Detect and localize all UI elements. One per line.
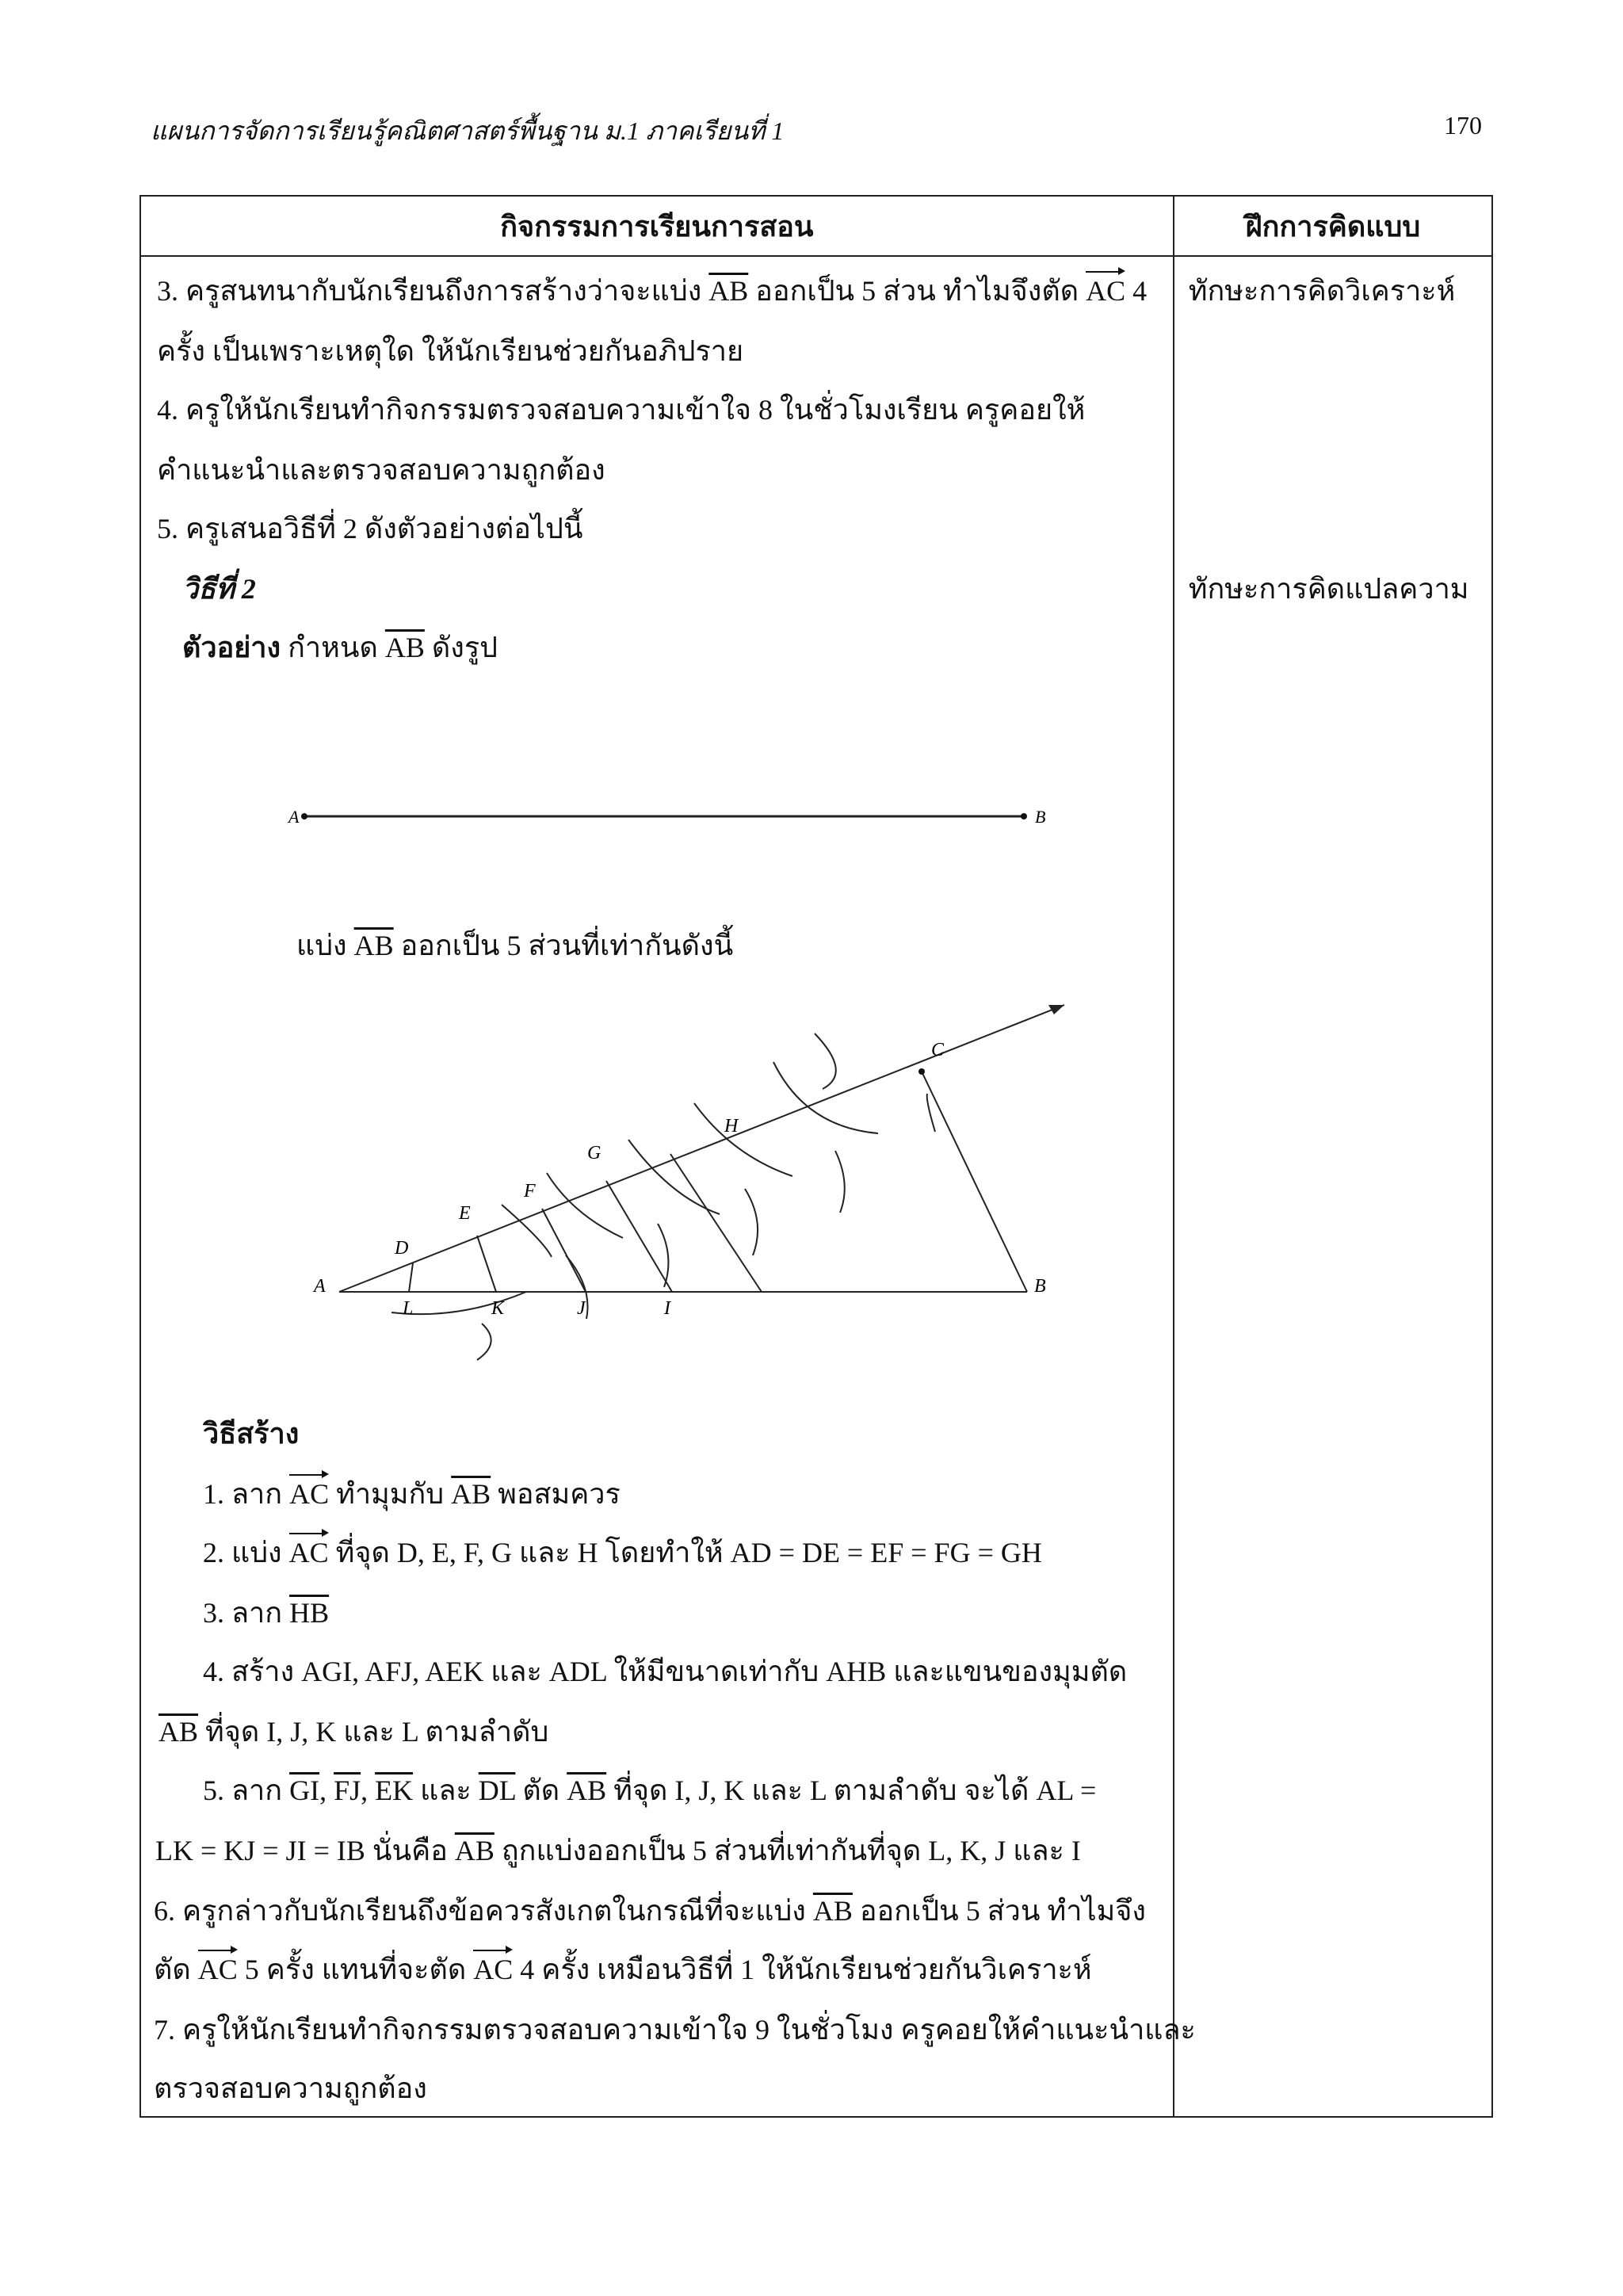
step-3-line-2: ครั้ง เป็นเพราะเหตุใด ให้นักเรียนช่วยกันอภิปราย bbox=[157, 335, 744, 367]
page-number: 170 bbox=[1444, 111, 1482, 139]
divide-line: แบ่ง $\overline{AB}$ ออกเป็น 5 ส่วนที่เท่ากันดังนี้ bbox=[296, 930, 734, 961]
skills-cell bbox=[1174, 256, 1492, 2117]
step-7-line-1: 7. ครูให้นักเรียนทำกิจกรรมตรวจสอบความเข้าใจ 9 ในชั่วโมง ครูคอยให้คำแนะนำและ bbox=[154, 2014, 1196, 2046]
segment-ab: $\overline{AB}$ bbox=[353, 930, 394, 961]
header-skills: ฝึกการคิดแบบ bbox=[1174, 196, 1492, 256]
point-g-label: G bbox=[587, 1143, 601, 1163]
construction-step-5-line-1: 5. ลาก $\overline{GI}$, $\overline{FJ}$, $\overline{EK}$ และ $\overline{DL}$ ตัด $\overline{AB}$ ที่จุด I, J, K และ L ตามลำดับ จะได้ AL = bbox=[203, 1775, 1097, 1806]
step-3-line-1: 3. ครูสนทนากับนักเรียนถึงการสร้างว่าจะแบ่ง $\overline{AB}$ ออกเป็น 5 ส่วน ทำไมจึงตัด AC 4 bbox=[157, 275, 1148, 307]
page-header bbox=[151, 111, 1482, 159]
point-a-label: A bbox=[314, 1276, 326, 1297]
example-line: ตัวอย่าง กำหนด $\overline{AB}$ ดังรูป bbox=[182, 632, 498, 663]
step-4-line-2: คำแนะนำและตรวจสอบความถูกต้อง bbox=[157, 454, 605, 486]
segment-hb: $\overline{HB}$ bbox=[289, 1597, 330, 1629]
point-f-label: F bbox=[524, 1181, 536, 1201]
construction-step-4-line-2: $\overline{AB}$ ที่จุด I, J, K และ L ตามลำดับ bbox=[158, 1716, 549, 1748]
segment-ab: $\overline{AB}$ bbox=[158, 1716, 199, 1748]
skill-analytical: ทักษะการคิดวิเคราะห์ bbox=[1188, 275, 1456, 307]
construction-step-4-line-1: 4. สร้าง AGI, AFJ, AEK และ ADL ให้มีขนาดเท่ากับ AHB และแขนของมุมตัด bbox=[203, 1656, 1128, 1687]
ray-ac: AC bbox=[1086, 275, 1126, 307]
skill-interpretation: ทักษะการคิดแปลความ bbox=[1188, 573, 1469, 605]
construction-step-3: 3. ลาก $\overline{HB}$ bbox=[203, 1597, 330, 1629]
ray-ac: AC bbox=[288, 1537, 329, 1568]
construction-figure bbox=[292, 1018, 1084, 1382]
document-title: แผนการจัดการเรียนรู้คณิตศาสตร์พื้นฐาน ม.1 ภาคเรียนที่ 1 bbox=[151, 117, 785, 145]
method-heading: วิธีที่ 2 bbox=[182, 573, 256, 605]
segment-ab: $\overline{AB}$ bbox=[708, 275, 749, 307]
point-i-label: I bbox=[664, 1298, 670, 1319]
point-j-label: J bbox=[577, 1298, 586, 1319]
point-b-label: B bbox=[1034, 1276, 1046, 1297]
activities-cell bbox=[140, 256, 1196, 2117]
construction-step-1: 1. ลาก AC ทำมุมกับ $\overline{AB}$ พอสมควร bbox=[203, 1478, 621, 1510]
step-5: 5. ครูเสนอวิธีที่ 2 ดังตัวอย่างต่อไปนี้ bbox=[157, 513, 583, 544]
lesson-table bbox=[139, 195, 1493, 2118]
segment-ab: $\overline{AB}$ bbox=[451, 1478, 491, 1510]
step-7-line-2: ตรวจสอบความถูกต้อง bbox=[154, 2073, 427, 2104]
segment-ab: $\overline{AB}$ bbox=[812, 1895, 853, 1927]
header-activities: กิจกรรมการเรียนการสอน bbox=[140, 196, 1174, 256]
segment-ab-figure bbox=[288, 800, 1060, 832]
point-c-label: C bbox=[931, 1040, 945, 1060]
construction-step-2: 2. แบ่ง AC ที่จุด D, E, F, G และ H โดยทำให้ AD = DE = EF = FG = GH bbox=[203, 1537, 1042, 1568]
step-4-line-1: 4. ครูให้นักเรียนทำกิจกรรมตรวจสอบความเข้าใจ 8 ในชั่วโมงเรียน ครูคอยให้ bbox=[157, 394, 1086, 426]
segment-ab: $\overline{AB}$ bbox=[567, 1775, 607, 1806]
segment-ab: $\overline{AB}$ bbox=[384, 632, 425, 663]
ray-ac: AC bbox=[473, 1954, 514, 1985]
point-k-label: K bbox=[491, 1298, 505, 1319]
point-d-label: D bbox=[395, 1238, 409, 1259]
segment-ab: $\overline{AB}$ bbox=[454, 1835, 495, 1866]
ray-ac: AC bbox=[289, 1478, 330, 1510]
point-a-label: A bbox=[288, 807, 300, 827]
point-e-label: E bbox=[459, 1203, 471, 1224]
point-l-label: L bbox=[403, 1298, 414, 1319]
point-h-label: H bbox=[724, 1116, 739, 1137]
construction-step-5-line-2: LK = KJ = JI = IB นั่นคือ $\overline{AB}$ ถูกแบ่งออกเป็น 5 ส่วนที่เท่ากันที่จุด L, K, J และ I bbox=[155, 1835, 1081, 1866]
step-6-line-1: 6. ครูกล่าวกับนักเรียนถึงข้อควรสังเกตในกรณีที่จะแบ่ง $\overline{AB}$ ออกเป็น 5 ส่วน ทำไมจึง bbox=[154, 1895, 1146, 1927]
step-6-line-2: ตัด AC 5 ครั้ง แทนที่จะตัด AC 4 ครั้ง เหมือนวิธีที่ 1 ให้นักเรียนช่วยกันวิเคราะห์ bbox=[154, 1954, 1092, 1985]
construction-heading: วิธีสร้าง bbox=[203, 1418, 300, 1450]
ray-ac: AC bbox=[197, 1954, 238, 1985]
point-b-label: B bbox=[1035, 807, 1046, 827]
